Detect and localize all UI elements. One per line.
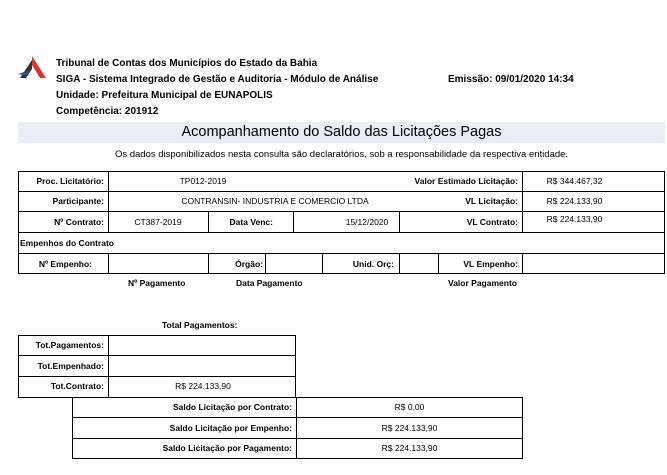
value-tot-contr: R$ 224.133,90 [175, 381, 231, 391]
org-name: Tribunal de Contas dos Municípios do Estado da Bahia [56, 58, 318, 69]
unit-name: Unidade: Prefeitura Municipal de EUNAPOLIS [56, 90, 273, 101]
label-vl-empenho: VL Empenho: [463, 259, 518, 269]
label-empenhos: Empenhos do Contrato [20, 238, 114, 248]
label-tot-contr: Tot.Contrato: [50, 381, 104, 391]
label-orgao: Órgão: [235, 259, 263, 269]
emission-date: Emissão: 09/01/2020 14:34 [448, 74, 574, 85]
value-vl-licitacao: R$ 224.133,90 [546, 196, 603, 206]
label-tot-emp: Tot.Empenhado: [37, 361, 104, 371]
value-participante: CONTRANSIN- INDUSTRIA E COMERCIO LTDA [181, 196, 369, 206]
col-n-pagamento: Nº Pagamento [128, 278, 186, 288]
label-unid: Unid. Orç: [352, 259, 394, 269]
page-title: Acompanhamento do Saldo das Licitações Pagas [18, 122, 665, 143]
value-valor-estimado: R$ 344.467,32 [546, 176, 603, 186]
value-contrato: CT387-2019 [134, 217, 182, 227]
value-data-venc: 15/12/2020 [345, 217, 389, 227]
value-saldo-pagamento: R$ 224.133,90 [381, 443, 438, 453]
tcm-logo [18, 56, 46, 80]
label-vl-contrato: VL Contrato: [466, 217, 518, 227]
label-valor-estimado: Valor Estimado Licitação: [414, 176, 518, 186]
value-vl-contrato: R$ 224.133,90 [546, 214, 603, 224]
label-saldo-pagamento: Saldo Licitação por Pagamento: [162, 443, 292, 453]
value-proc: TP012-2019 [179, 176, 227, 186]
label-saldo-empenho: Saldo Licitação por Empenho: [169, 423, 292, 433]
label-participante: Participante: [52, 196, 104, 206]
col-valor-pagamento: Valor Pagamento [448, 278, 517, 288]
total-pagamentos-title: Total Pagamentos: [162, 320, 238, 330]
col-data-pagamento: Data Pagamento [236, 278, 303, 288]
value-saldo-contrato: R$ 0,00 [394, 402, 425, 412]
label-vl-licitacao: VL Licitação: [465, 196, 518, 206]
disclaimer: Os dados disponibilizados nesta consulta são declaratórios, sob a responsabilidade da respectiva entidade. [114, 149, 569, 160]
label-proc: Proc. Licitatório: [36, 176, 104, 186]
system-name: SIGA - Sistema Integrado de Gestão e Auditoria - Módulo de Análise [56, 74, 379, 85]
value-saldo-empenho: R$ 224.133,90 [381, 423, 438, 433]
label-contrato: Nº Contrato: [54, 217, 104, 227]
label-saldo-contrato: Saldo Licitação por Contrato: [172, 402, 292, 412]
label-data-venc: Data Venc: [229, 217, 273, 227]
competence: Competência: 201912 [56, 106, 159, 117]
label-n-empenho: Nº Empenho: [38, 259, 92, 269]
label-tot-pag: Tot.Pagamentos: [35, 340, 104, 350]
